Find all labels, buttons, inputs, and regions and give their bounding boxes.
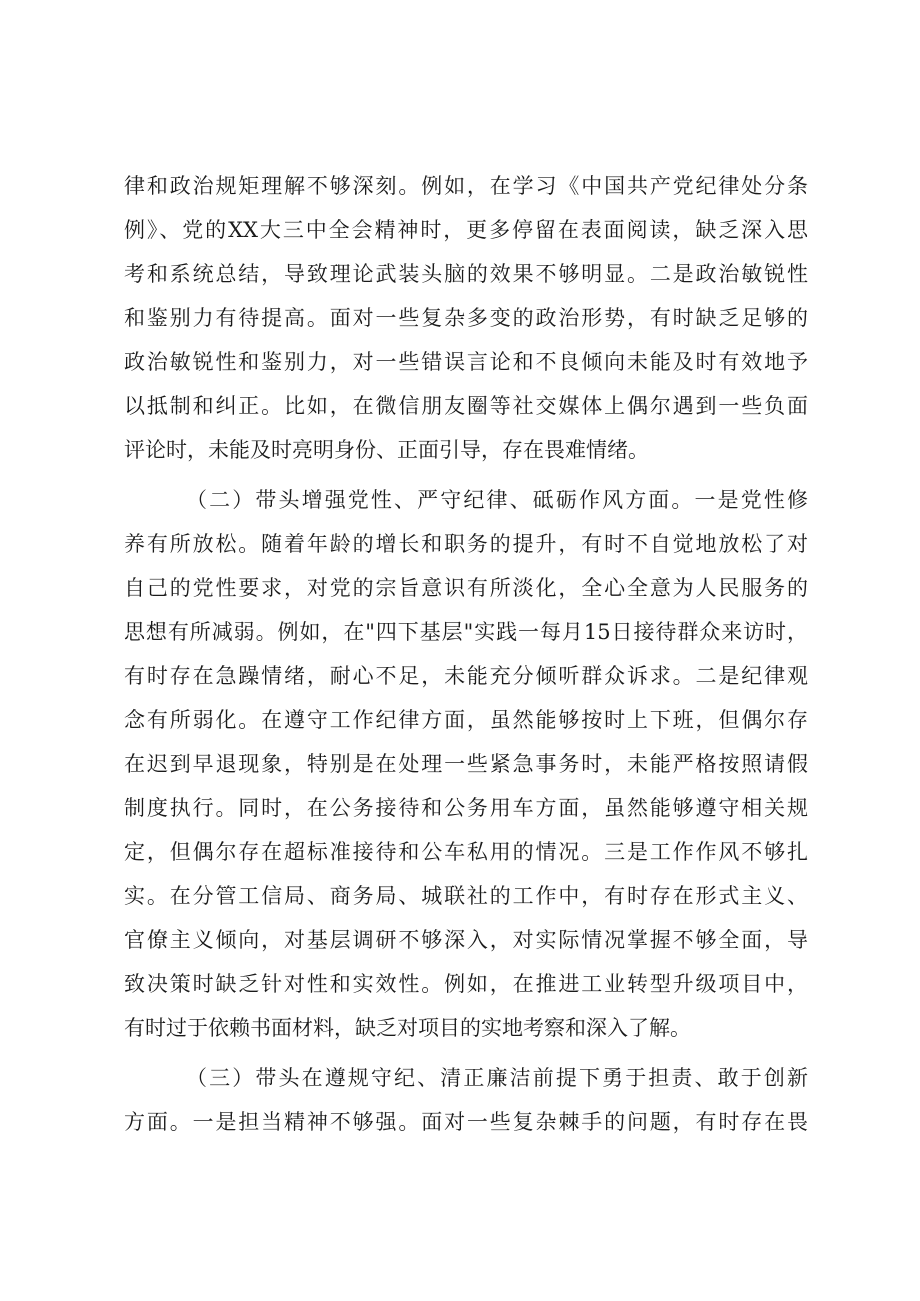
text-line: 念有所弱化。在遵守工作纪律方面，虽然能够按时上下班，但偶尔存	[124, 708, 808, 732]
text-line: 有时存在急躁情绪，耐心不足，未能充分倾听群众诉求。二是纪律观	[124, 664, 808, 688]
text-line: 实。在分管工信局、商务局、城联社的工作中，有时存在形式主义、	[124, 884, 808, 908]
text-line: 致决策时缺乏针对性和实效性。例如，在推进工业转型升级项目中，	[124, 972, 808, 996]
text-line: 以抵制和纠正。比如，在微信朋友圈等社交媒体上偶尔遇到一些负面	[124, 394, 808, 418]
text-line: 有时过于依赖书面材料，缺乏对项目的实地考察和深入了解。	[124, 1016, 691, 1040]
paragraph-heading-line: （二）带头增强党性、严守纪律、砥砺作风方面。一是党性修	[186, 488, 808, 512]
text-line: 养有所放松。随着年龄的增长和职务的提升，有时不自觉地放松了对	[124, 532, 808, 556]
text-line: 自己的党性要求，对党的宗旨意识有所淡化，全心全意为人民服务的	[124, 576, 808, 600]
paragraph-heading-line: （三）带头在遵规守纪、清正廉洁前提下勇于担责、敢于创新	[186, 1066, 808, 1090]
text-line: 思想有所减弱。例如，在"四下基层"实践一每月15日接待群众来访时，	[124, 620, 808, 644]
text-line: 考和系统总结，导致理论武装头脑的效果不够明显。二是政治敏锐性	[124, 262, 808, 286]
text-line: 方面。一是担当精神不够强。面对一些复杂棘手的问题，有时存在畏	[124, 1110, 808, 1134]
text-line: 定，但偶尔存在超标准接待和公车私用的情况。三是工作作风不够扎	[124, 840, 808, 864]
text-line: 官僚主义倾向，对基层调研不够深入，对实际情况掌握不够全面，导	[124, 928, 808, 952]
text-line: 政治敏锐性和鉴别力，对一些错误言论和不良倾向未能及时有效地予	[124, 350, 808, 374]
document-body	[124, 164, 808, 1144]
text-line: 制度执行。同时，在公务接待和公务用车方面，虽然能够遵守相关规	[124, 796, 808, 820]
text-line: 例》、党的XX大三中全会精神时，更多停留在表面阅读，缺乏深入思	[124, 218, 808, 242]
text-line: 在迟到早退现象，特别是在处理一些紧急事务时，未能严格按照请假	[124, 752, 808, 776]
text-line: 律和政治规矩理解不够深刻。例如，在学习《中国共产党纪律处分条	[124, 174, 808, 198]
text-line: 和鉴别力有待提高。面对一些复杂多变的政治形势，有时缺乏足够的	[124, 306, 808, 330]
text-line: 评论时，未能及时亮明身份、正面引导，存在畏难情绪。	[124, 438, 649, 462]
